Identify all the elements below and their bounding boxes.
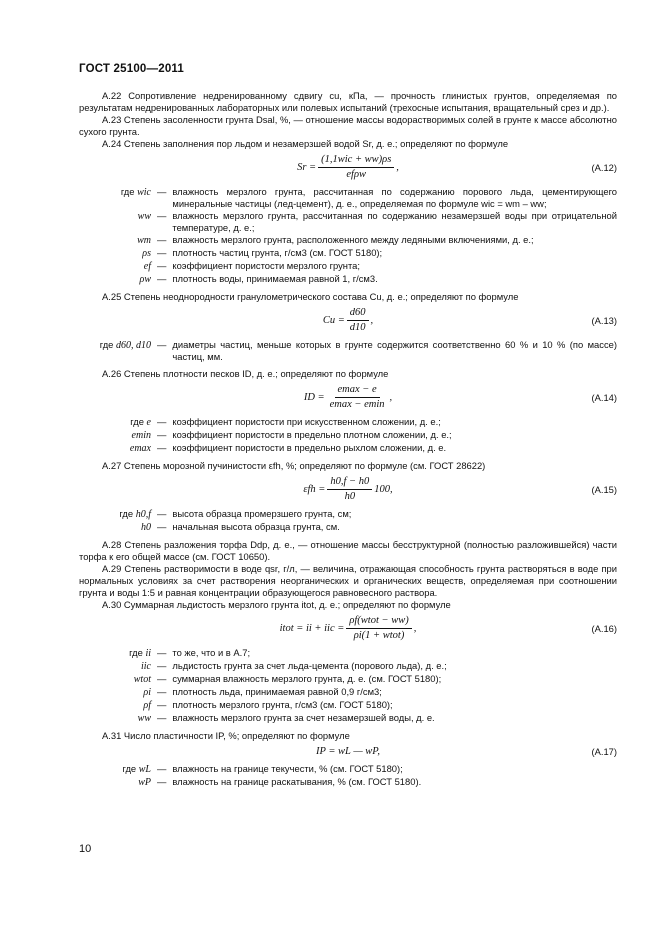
legend-row (79, 234, 617, 247)
fraction (327, 476, 372, 503)
paragraph-a25: А.25 Степень неоднородности гранулометрического состава Cu, д. е.; определяют по формуле (102, 291, 519, 302)
fraction (347, 307, 369, 334)
formula-a17 (79, 746, 617, 758)
paragraph-a23: А.23 Степень засоленности грунта Dsal, %, — отношение массы водорастворимых солей в грунте к массе абсолютно сухого грунта. (79, 114, 617, 137)
legend-dash: — (157, 186, 167, 197)
legend-text: влажность на границе раскатывания, % (см. ГОСТ 5180). (172, 776, 422, 787)
legend-dash: — (157, 273, 167, 284)
legend-a13 (79, 339, 617, 363)
legend-row (79, 247, 617, 260)
legend-text: плотность частиц грунта, г/см3 (см. ГОСТ 5180); (172, 247, 383, 258)
legend-symbol-text: emin (131, 430, 151, 441)
legend-lead: где (129, 647, 143, 658)
legend-row (79, 508, 617, 521)
legend-text: коэффициент пористости при искусственном сложении, д. е.; (172, 416, 441, 427)
paragraph-a24: А.24 Степень заполнения пор льдом и незамерзшей водой Sr, д. е.; определяют по формуле (102, 138, 509, 149)
formula-lhs: ID = (303, 391, 325, 403)
legend-symbol-text: wL (138, 764, 151, 775)
legend-row (79, 686, 617, 699)
legend-dash: — (157, 763, 167, 774)
formula-a14 (79, 384, 617, 411)
legend-row (79, 776, 617, 789)
legend-symbol (79, 260, 151, 273)
legend-symbol (79, 429, 151, 442)
fraction-numerator: (1,1wic + ww)ρs (318, 154, 394, 168)
formula-a16 (79, 615, 617, 642)
document-body (79, 90, 617, 789)
legend-lead: где (120, 186, 135, 197)
legend-row (79, 429, 617, 442)
legend-symbol (79, 508, 151, 521)
formula-tail: , (389, 391, 393, 403)
formula-number: (А.16) (591, 622, 617, 634)
legend-row (79, 660, 617, 673)
page-number: 10 (79, 843, 92, 855)
fraction (327, 384, 388, 411)
legend-a17 (79, 763, 617, 789)
fraction-numerator: d60 (347, 307, 369, 321)
legend-lead: где (122, 763, 137, 774)
legend-symbol (79, 686, 151, 699)
legend-symbol-text: ρw (139, 274, 151, 285)
legend-dash: — (157, 429, 167, 440)
legend-text: влажность мерзлого грунта за счет незамерзшей воды, д. е. (172, 712, 435, 723)
legend-symbol-text: wic (137, 187, 151, 198)
legend-text: коэффициент пористости мерзлого грунта; (172, 260, 360, 271)
legend-dash: — (157, 416, 167, 427)
formula-a13 (79, 307, 617, 334)
legend-dash: — (157, 673, 167, 684)
legend-symbol-text: ww (137, 211, 151, 222)
legend-symbol (79, 247, 151, 260)
legend-text: плотность воды, принимаемая равной 1, г/см3. (172, 273, 378, 284)
legend-symbol (79, 660, 151, 673)
document-header: ГОСТ 25100—2011 (79, 63, 184, 75)
legend-symbol (79, 647, 151, 660)
fraction (346, 615, 411, 642)
formula-tail: , (396, 161, 399, 173)
formula-tail: , (370, 314, 374, 326)
fraction (318, 154, 394, 181)
legend-dash: — (157, 660, 167, 671)
paragraph-a30: А.30 Суммарная льдистость мерзлого грунта itot, д. е.; определяют по формуле (102, 599, 451, 610)
legend-text: то же, что и в А.7; (172, 647, 251, 658)
legend-symbol (79, 442, 151, 455)
legend-text: коэффициент пористости в предельно рыхлом сложении, д. е. (172, 442, 447, 453)
legend-symbol-text: emax (129, 443, 151, 454)
legend-a16 (79, 647, 617, 725)
legend-text: коэффициент пористости в предельно плотном сложении, д. е.; (172, 429, 452, 440)
legend-row (79, 712, 617, 725)
formula-number: (А.15) (591, 483, 617, 495)
legend-symbol (79, 673, 151, 686)
legend-symbol-text: wtot (133, 674, 151, 685)
legend-symbol (79, 186, 151, 199)
legend-lead: где (119, 508, 134, 519)
legend-symbol-text: d60, d10 (116, 340, 151, 351)
legend-row (79, 442, 617, 455)
legend-symbol-text: wm (137, 235, 151, 246)
formula-number: (А.12) (591, 161, 617, 173)
formula-a12 (79, 154, 617, 181)
legend-text: плотность мерзлого грунта, г/см3 (см. ГОСТ 5180); (172, 699, 393, 710)
formula-a15 (79, 476, 617, 503)
legend-symbol-text: h0,f (135, 509, 151, 520)
legend-dash: — (157, 647, 167, 658)
legend-symbol (79, 234, 151, 247)
formula-lhs: itot = ii + iic = (279, 622, 345, 634)
legend-row (79, 699, 617, 712)
legend-symbol-text: ww (137, 713, 151, 724)
legend-text: льдистость грунта за счет льда-цемента (порового льда), д. е.; (172, 660, 447, 671)
legend-text: плотность льда, принимаемая равной 0,9 г/см3; (172, 686, 382, 697)
legend-symbol-text: wP (138, 777, 151, 788)
legend-text: влажность мерзлого грунта, рассчитанная по содержанию порового льда, цементирующего минеральные частицы (лед-цемент), д. е., определяемая по формуле wic = wm – ww; (172, 186, 617, 209)
legend-text: влажность мерзлого грунта, расположенного между ледяными включениями, д. е.; (172, 234, 534, 245)
legend-symbol (79, 210, 151, 223)
legend-a14 (79, 416, 617, 455)
legend-symbol (79, 712, 151, 725)
formula-tail: , (413, 622, 417, 634)
legend-symbol-text: iic (141, 661, 151, 672)
legend-dash: — (157, 699, 167, 710)
legend-row (79, 763, 617, 776)
formula-expression: IP = wL — wP, (316, 746, 380, 757)
legend-dash: — (157, 776, 167, 787)
paragraph-a31: А.31 Число пластичности IP, %; определяют по формуле (102, 730, 350, 741)
legend-row (79, 260, 617, 273)
legend-text: влажность на границе текучести, % (см. ГОСТ 5180); (172, 763, 403, 774)
legend-row (79, 521, 617, 534)
paragraph-a22: А.22 Сопротивление недренированному сдвигу cu, кПа, — прочность глинистых грунтов, определяемая по результатам недренированных лабораторных или полевых испытаний (трехосные испытания, вращательный срез и др.). (79, 90, 617, 113)
legend-lead: где (130, 416, 144, 427)
formula-lhs: Cu = (322, 314, 345, 326)
legend-symbol (79, 699, 151, 712)
legend-row (79, 186, 617, 210)
legend-text: начальная высота образца грунта, см. (172, 521, 340, 532)
legend-symbol (79, 273, 151, 286)
paragraph-a29: А.29 Степень растворимости в воде qsr, г/л, — величина, отражающая способность грунта растворяться в воде при нормальных условиях за счет растворения неорганических и органических веществ, определяемая при соотношении грунта и воды 1:5 и равная концентрации образующегося равновесного раствора. (79, 563, 617, 598)
formula-lhs: Sr = (297, 161, 317, 173)
legend-symbol (79, 339, 151, 352)
paragraph-a26: А.26 Степень плотности песков ID, д. е.; определяют по формуле (102, 368, 389, 379)
legend-row (79, 210, 617, 234)
legend-row (79, 647, 617, 660)
fraction-denominator: efρw (346, 169, 367, 180)
legend-symbol (79, 763, 151, 776)
legend-symbol (79, 776, 151, 789)
fraction-numerator: emax − e (335, 384, 380, 398)
fraction-numerator: ρf(wtot − ww) (346, 615, 411, 629)
fraction-denominator: ρi(1 + wtot) (353, 630, 405, 641)
legend-text: суммарная влажность мерзлого грунта, д. е. (см. ГОСТ 5180); (172, 673, 442, 684)
legend-dash: — (157, 339, 167, 350)
legend-symbol-text: ii (145, 648, 151, 659)
fraction-numerator: h0,f − h0 (327, 476, 372, 490)
paragraph-a28: А.28 Степень разложения торфа Ddp, д. е., — отношение массы бесструктурной (полностью разложившейся) части торфа к его общей массе (см. ГОСТ 10650). (79, 539, 617, 562)
legend-symbol (79, 416, 151, 429)
legend-dash: — (157, 260, 167, 271)
fraction-denominator: emax − emin (329, 399, 385, 410)
legend-dash: — (157, 247, 167, 258)
legend-symbol (79, 521, 151, 534)
legend-dash: — (157, 521, 167, 532)
formula-number: (А.17) (591, 746, 617, 757)
legend-symbol-text: ρs (142, 248, 151, 259)
legend-row (79, 273, 617, 286)
legend-a12 (79, 186, 617, 286)
legend-symbol-text: ρf (143, 700, 151, 711)
legend-symbol-text: h0 (141, 522, 151, 533)
legend-lead: где (99, 339, 114, 350)
legend-symbol-text: ρi (143, 687, 151, 698)
legend-dash: — (157, 508, 167, 519)
legend-dash: — (157, 712, 167, 723)
legend-symbol-text: ef (143, 261, 151, 272)
legend-row (79, 673, 617, 686)
legend-text: диаметры частиц, меньше которых в грунте содержится соответственно 60 % и 10 % (по массе) частиц, мм. (172, 339, 617, 362)
legend-dash: — (157, 686, 167, 697)
formula-number: (А.13) (591, 314, 617, 326)
formula-number: (А.14) (591, 391, 617, 403)
fraction-denominator: d10 (349, 322, 366, 333)
formula-tail: 100, (374, 483, 393, 495)
formula-lhs: εfh = (303, 483, 326, 495)
legend-dash: — (157, 442, 167, 453)
legend-text: влажность мерзлого грунта, рассчитанная по содержанию незамерзшей воды при отрицательной температуре, д. е.; (172, 210, 617, 233)
legend-row (79, 339, 617, 363)
legend-row (79, 416, 617, 429)
legend-dash: — (157, 234, 167, 245)
fraction-denominator: h0 (344, 491, 356, 502)
legend-text: высота образца промерзшего грунта, см; (172, 508, 352, 519)
legend-symbol-text: e (146, 417, 151, 428)
paragraph-a27: А.27 Степень морозной пучинистости εfh, %; определяют по формуле (см. ГОСТ 28622) (102, 460, 486, 471)
legend-a15 (79, 508, 617, 534)
legend-dash: — (157, 210, 167, 221)
